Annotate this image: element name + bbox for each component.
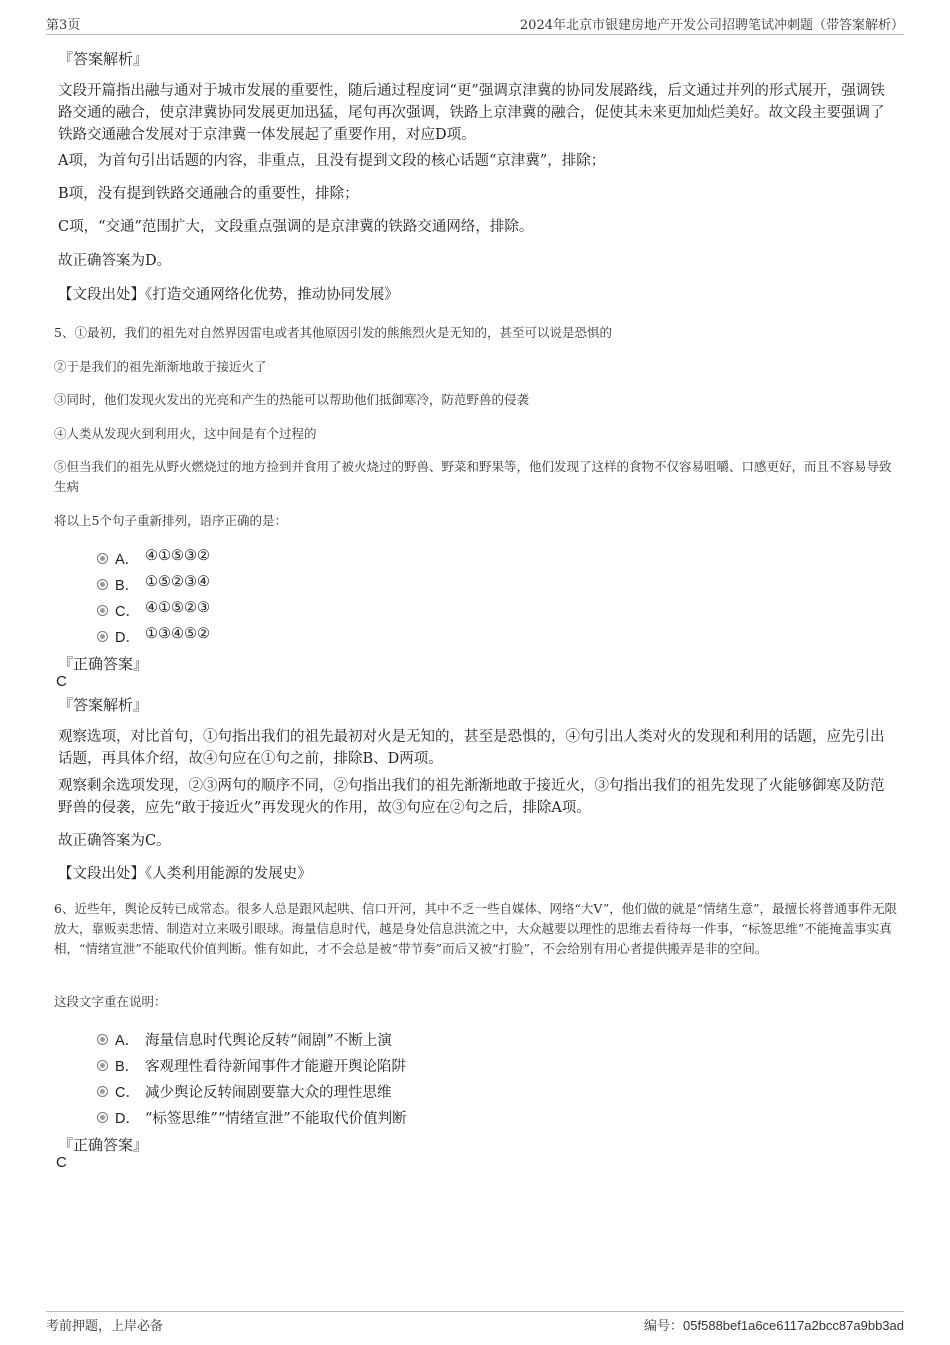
analysis-paragraph: 故正确答案为D。 xyxy=(58,253,172,269)
correct-answer-label: 『正确答案』 xyxy=(58,655,149,673)
radio-button[interactable] xyxy=(97,553,108,564)
option-text: 减少舆论反转闹剧要靠大众的理性思维 xyxy=(145,1085,392,1101)
radio-button[interactable] xyxy=(97,1060,108,1071)
correct-answer: C xyxy=(56,673,67,690)
document-id xyxy=(644,1315,904,1334)
analysis-label: 『答案解析』 xyxy=(58,696,149,714)
page-number: 第3页 xyxy=(46,18,81,33)
question-sentence: ⑤但当我们的祖先从野火燃烧过的地方捡到并食用了被火烧过的野兽、野菜和野果等，他们发现了这样的食物不仅容易咀嚼、口感更好，而且不容易导致生病 xyxy=(54,459,892,494)
question-sentence: ②于是我们的祖先渐渐地敢于接近火了 xyxy=(54,359,267,374)
radio-button[interactable] xyxy=(97,1112,108,1123)
source-citation: 【文段出处】《人类利用能源的发展史》 xyxy=(58,866,312,882)
source-citation: 【文段出处】《打造交通网络化优势，推动协同发展》 xyxy=(58,287,399,303)
document-title: 2024年北京市银建房地产开发公司招聘笔试冲刺题（带答案解析） xyxy=(519,18,904,33)
option-text: ①③④⑤② xyxy=(145,626,210,642)
document-id-value: 05f588bef1a6ce6117a2bcc87a9bb3ad xyxy=(683,1318,904,1333)
analysis-paragraph: C项，“交通”范围扩大，文段重点强调的是京津冀的铁路交通网络，排除。 xyxy=(58,219,534,235)
analysis-paragraph: A项，为首句引出话题的内容，非重点，且没有提到文段的核心话题“京津冀”，排除； xyxy=(58,153,606,169)
option-text: ④①⑤③② xyxy=(145,548,210,564)
option-text: 客观理性看待新闻事件才能避开舆论陷阱 xyxy=(145,1059,406,1075)
radio-button[interactable] xyxy=(97,1086,108,1097)
page-header xyxy=(46,12,904,35)
option-letter: D． xyxy=(115,630,140,646)
question-prompt: 将以上5个句子重新排列，语序正确的是： xyxy=(54,513,287,528)
correct-answer-label: 『正确答案』 xyxy=(58,1136,149,1154)
document-id-label: 编号： xyxy=(644,1319,684,1334)
correct-answer: C xyxy=(56,1154,67,1171)
option-letter: C． xyxy=(115,604,140,620)
radio-button[interactable] xyxy=(97,1034,108,1045)
analysis-paragraph: B项，没有提到铁路交通融合的重要性，排除； xyxy=(58,186,359,202)
question-stem: 6、近些年，舆论反转已成常态。很多人总是跟风起哄、信口开河，其中不乏一些自媒体、网络“大V”，他们做的就是“情绪生意”，最擅长将普通事件无限放大，靠贩卖悲情、制造对立来吸引眼球。海量信息时代，越是身处信息洪流之中，大众越要以理性的思维去看待每一件事，“标签思维”不能掩盖事实真相，“情绪宣泄”不能取代价值判断。惟有如此，才不会总是被“带节奏”而后又被“打脸”，不会给别有用心者提供搬弄是非的空间。 xyxy=(54,901,898,956)
option-text: “标签思维”“情绪宣泄”不能取代价值判断 xyxy=(145,1111,407,1127)
question-prompt: 这段文字重在说明： xyxy=(54,994,167,1009)
page-footer xyxy=(46,1311,904,1334)
analysis-paragraph: 故正确答案为C。 xyxy=(58,833,171,849)
question-sentence: ④人类从发现火到利用火，这中间是有个过程的 xyxy=(54,426,317,441)
option-letter: B． xyxy=(115,578,140,594)
option-letter: A． xyxy=(115,1033,140,1049)
footer-slogan: 考前押题，上岸必备 xyxy=(46,1319,164,1334)
option-letter: B． xyxy=(115,1059,140,1075)
radio-button[interactable] xyxy=(97,579,108,590)
radio-button[interactable] xyxy=(97,605,108,616)
radio-button[interactable] xyxy=(97,631,108,642)
analysis-paragraph: 观察剩余选项发现，②③两句的顺序不同，②句指出我们的祖先渐渐地敢于接近火，③句指出我们的祖先发现了火能够御寒及防范野兽的侵袭，应先“敢于接近火”再发现火的作用，故③句应在②句之后，排除A项。 xyxy=(58,778,885,816)
question-sentence: 5、①最初，我们的祖先对自然界因雷电或者其他原因引发的熊熊烈火是无知的，甚至可以说是恐惧的 xyxy=(54,325,612,340)
option-letter: A． xyxy=(115,552,140,568)
option-text: 海量信息时代舆论反转“闹剧”不断上演 xyxy=(145,1033,392,1049)
analysis-label: 『答案解析』 xyxy=(58,50,149,68)
option-text: ④①⑤②③ xyxy=(145,600,210,616)
question-sentence: ③同时，他们发现火发出的光亮和产生的热能可以帮助他们抵御寒冷，防范野兽的侵袭 xyxy=(54,392,530,407)
analysis-paragraph: 观察选项，对比首句，①句指出我们的祖先最初对火是无知的，甚至是恐惧的，④句引出人类对火的发现和利用的话题，应先引出话题，再具体介绍，故④句应在①句之前，排除B、D两项。 xyxy=(58,729,885,767)
analysis-paragraph: 文段开篇指出融与通对于城市发展的重要性，随后通过程度词“更”强调京津冀的协同发展路线，后文通过并列的形式展开，强调铁路交通的融合，使京津冀协同发展更加迅猛，尾句再次强调，铁路上京津冀的融合，促使其未来更加灿烂美好。故文段主要强调了铁路交通融合发展对于京津冀一体发展起了重要作用，对应D项。 xyxy=(58,83,885,143)
option-letter: C． xyxy=(115,1085,140,1101)
option-text: ①⑤②③④ xyxy=(145,574,210,590)
option-letter: D． xyxy=(115,1111,140,1127)
